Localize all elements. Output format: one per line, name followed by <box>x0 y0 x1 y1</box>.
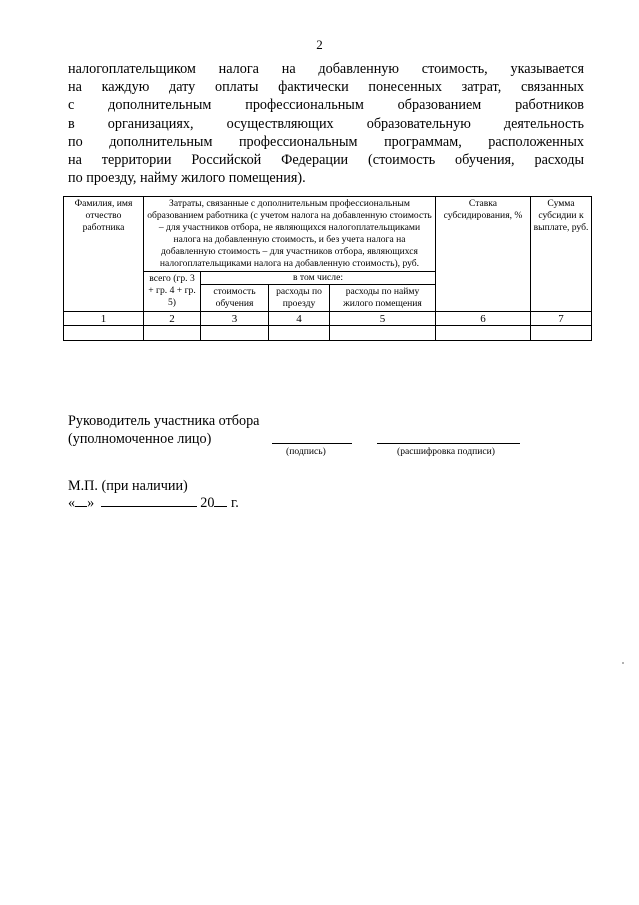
date-field <box>68 494 239 512</box>
header-total: всего (гр. 3 + гр. 4 + гр. 5) <box>144 272 201 312</box>
column-number: 5 <box>330 312 436 326</box>
table-cell <box>531 326 592 341</box>
column-number: 2 <box>144 312 201 326</box>
signatory-title: Руководитель участника отбора <box>68 413 260 429</box>
header-rate: Ставка субсидирования, % <box>436 197 531 312</box>
signature-decode-line <box>377 443 520 444</box>
table-cell <box>64 326 144 341</box>
header-tuition: стоимость обучения <box>201 285 269 312</box>
table-cell <box>201 326 269 341</box>
column-number: 4 <box>269 312 330 326</box>
paragraph-line: на территории Российской Федерации (стоимость обучения, расходы <box>68 151 584 168</box>
column-number: 6 <box>436 312 531 326</box>
table-cell <box>144 326 201 341</box>
header-housing: расходы по найму жилого помещения <box>330 285 436 312</box>
date-month-blank <box>101 494 197 507</box>
date-year-prefix: 20 <box>200 495 215 511</box>
header-costs: Затраты, связанные с дополнительным профессиональным образованием работника (с учетом налога на добавленную стоимость – для участников отбора, не являющихся налогоплательщиками налога на добавленную стоимость, и без учета налога на добавленную стоимость – для участников отбора, являющихся налогоплательщиками налога на добавленную стоимость), руб. <box>144 197 436 272</box>
subsidy-table <box>63 196 592 341</box>
header-including: в том числе: <box>201 272 436 285</box>
paragraph-line: на каждую дату оплаты фактически понесенных затрат, связанных <box>68 79 584 96</box>
column-number: 1 <box>64 312 144 326</box>
table-cell <box>269 326 330 341</box>
date-close-quote: » <box>87 495 95 511</box>
header-employee-name: Фамилия, имя отчество работника <box>64 197 144 312</box>
signature-line <box>272 443 352 444</box>
date-year-suffix: г. <box>231 495 239 511</box>
header-subsidy-sum: Сумма субсидии к выплате, руб. <box>531 197 592 312</box>
paragraph-line: по дополнительным профессиональным программам, расположенных <box>68 133 584 150</box>
paragraph-line: с дополнительным профессиональным образованием работников <box>68 97 584 114</box>
header-travel: расходы по проезду <box>269 285 330 312</box>
paragraph-line: по проезду, найму жилого помещения). <box>68 170 306 187</box>
scan-speck <box>622 662 624 664</box>
table-cell <box>436 326 531 341</box>
date-year-blank <box>214 494 227 507</box>
signatory-subtitle: (уполномоченное лицо) <box>68 431 212 447</box>
table-row <box>64 326 592 341</box>
column-number: 7 <box>531 312 592 326</box>
signature-decode-caption: (расшифровка подписи) <box>397 446 495 457</box>
table-cell <box>330 326 436 341</box>
page-number: 2 <box>316 37 323 52</box>
stamp-place: М.П. (при наличии) <box>68 478 188 494</box>
signature-caption: (подпись) <box>286 446 326 457</box>
paragraph-line: в организациях, осуществляющих образовательную деятельность <box>68 115 584 132</box>
column-number: 3 <box>201 312 269 326</box>
date-day-blank <box>75 494 87 507</box>
paragraph-line: налогоплательщиком налога на добавленную стоимость, указывается <box>68 61 584 77</box>
date-open-quote: « <box>68 495 76 511</box>
body-paragraph <box>68 60 584 187</box>
